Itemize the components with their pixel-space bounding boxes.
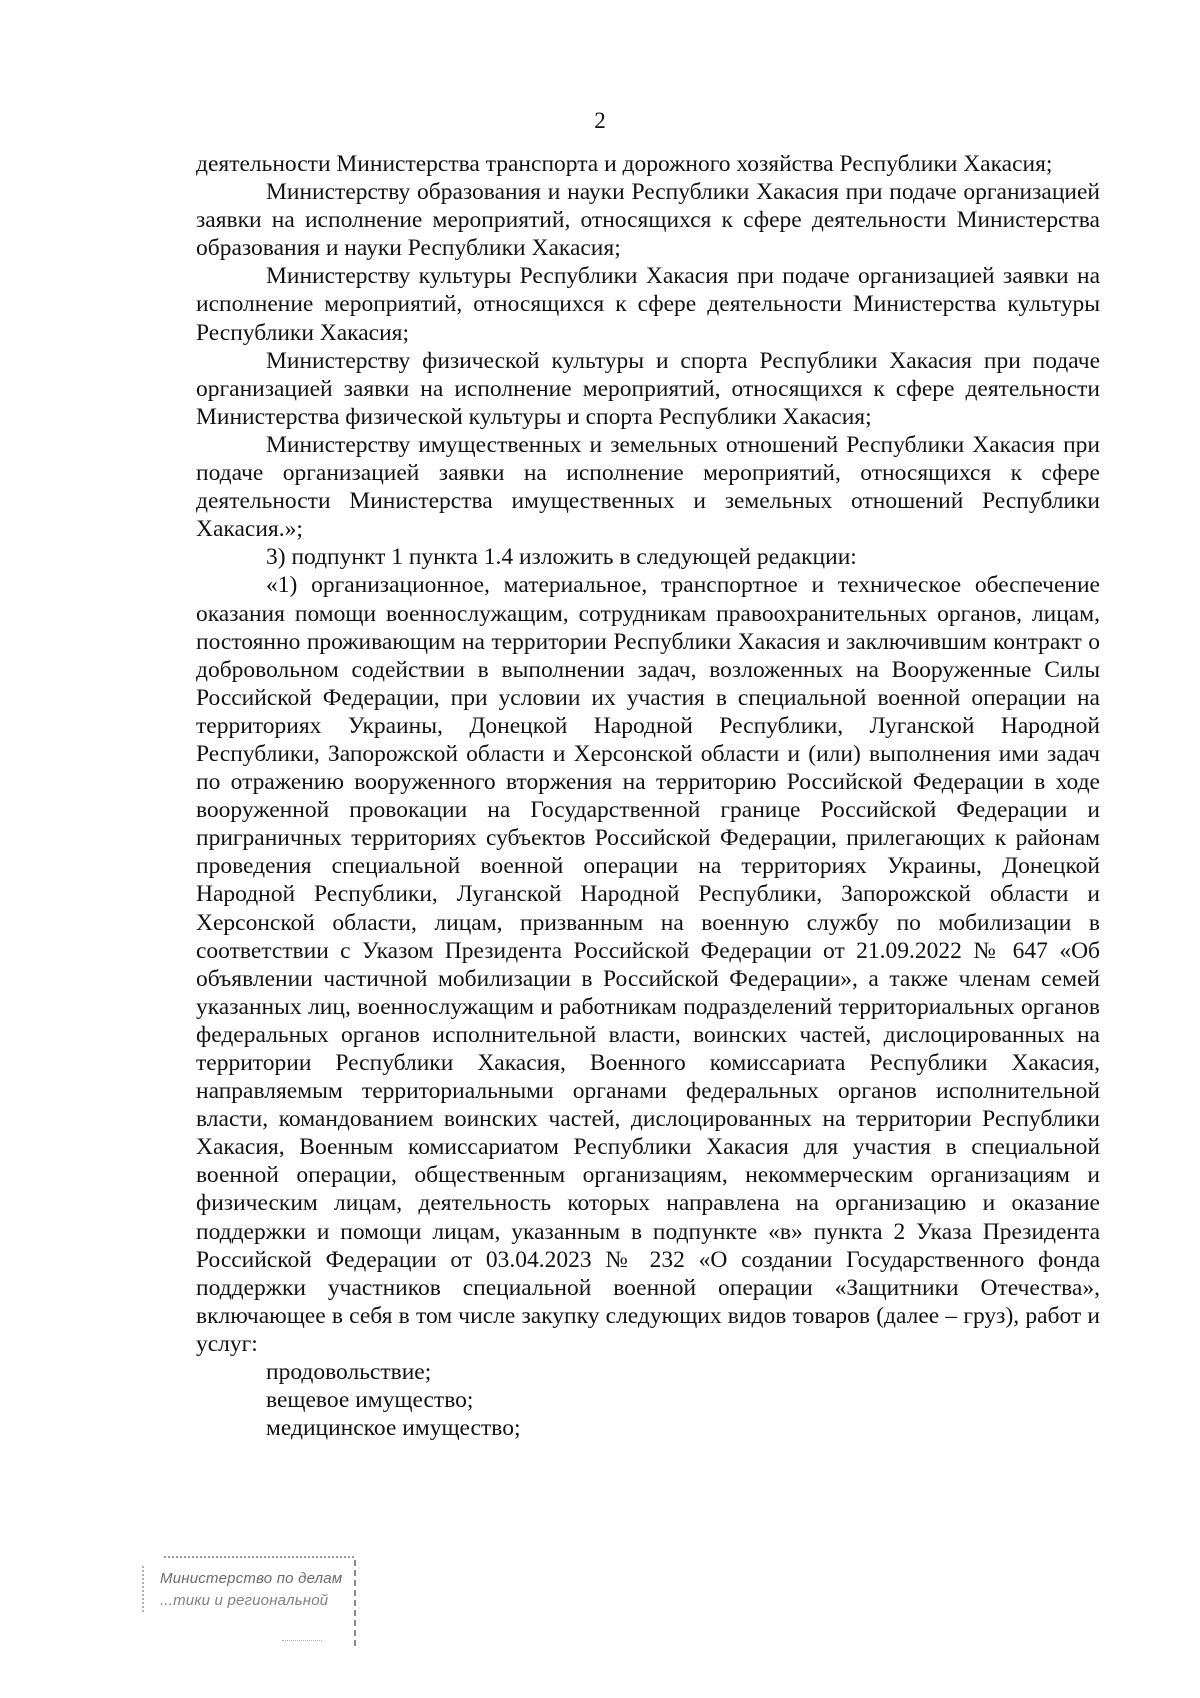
stamp-border-top: [164, 1556, 354, 1558]
paragraph: 3) подпункт 1 пункта 1.4 изложить в следующей редакции:: [266, 544, 857, 571]
stamp-text-line-2: ...тики и региональной: [160, 1592, 329, 1609]
paragraph: Министерству культуры Республики Хакасия при подаче организацией заявки на исполнение мероприятий, относящихся к сфере деятельности Министерства культуры Республики Хакасия;: [196, 263, 1100, 346]
paragraph: «1) организационное, материальное, транспортное и техническое обеспечение оказания помощи военнослужащим, сотрудникам правоохранительных органов, лицам, постоянно проживающим на территории Республики Хакасия и заключившим контракт о добровольном содействии в выполнении задач, возложенных на Вооруженные Силы Российской Федерации, при условии их участия в специальной военной операции на территориях Украины, Донецкой Народной Республики, Луганской Народной Республики, Запорожской области и Херсонской области и (или) выполнения ими задач по отражению вооруженного вторжения на территорию Российской Федерации в ходе вооруженной провокации на Государственной границе Российской Федерации и приграничных территориях субъектов Российской Федерации, прилегающих к районам проведения специальной военной операции на территориях Украины, Донецкой Народной Республики, Луганской Народной Республики, Запорожской области и Херсонской области, лицам, призванным на военную службу по мобилизации в соответствии с Указом Президента Российской Федерации от 21.09.2022 № 647 «Об объявлении частичной мобилизации в Российской Федерации», а также членам семей указанных лиц, военнослужащим и работникам подразделений территориальных органов федеральных органов исполнительной власти, воинских частей, дислоцированных на территории Республики Хакасия, Военного комиссариата Республики Хакасия, направляемым территориальными органами федеральных органов исполнительной власти, командованием воинских частей, дислоцированных на территории Республики Хакасия, Военным комиссариатом Республики Хакасия для участия в специальной военной операции, общественным организациям, некоммерческим организациям и физическим лицам, деятельность которых направлена на организацию и оказание поддержки и помощи лицам, указанным в подпункте «в» пункта 2 Указа Президента Российской Федерации от 03.04.2023 № 232 «О создании Государственного фонда поддержки участников специальной военной операции «Защитники Отечества», включающее в себя в том числе закупку следующих видов товаров (далее – груз), работ и услуг:: [196, 572, 1100, 1357]
registration-stamp: [142, 1556, 360, 1654]
paragraph: Министерству образования и науки Республики Хакасия при подаче организацией заявки на исполнение мероприятий, относящихся к сфере деятельности Министерства образования и науки Республики Хакасия;: [196, 179, 1100, 262]
list-item: продовольствие;: [266, 1359, 432, 1386]
stamp-dots: [282, 1640, 322, 1641]
document-body: [196, 150, 1100, 1442]
stamp-text-line-1: Министерство по делам: [160, 1570, 343, 1587]
stamp-border-right: [354, 1560, 356, 1646]
paragraph-continuation: деятельности Министерства транспорта и дорожного хозяйства Республики Хакасия;: [196, 151, 1053, 177]
paragraph: Министерству имущественных и земельных отношений Республики Хакасия при подаче организацией заявки на исполнение мероприятий, относящихся к сфере деятельности Министерства имущественных и земельных отношений Республики Хакасия.»;: [196, 431, 1100, 543]
list-item: вещевое имущество;: [266, 1387, 474, 1414]
paragraph: Министерству физической культуры и спорта Республики Хакасия при подаче организацией заявки на исполнение мероприятий, относящихся к сфере деятельности Министерства физической культуры и спорта Республики Хакасия;: [196, 347, 1100, 430]
list-item: медицинское имущество;: [266, 1415, 521, 1442]
page-number: 2: [594, 108, 606, 133]
stamp-border-left: [142, 1566, 144, 1612]
